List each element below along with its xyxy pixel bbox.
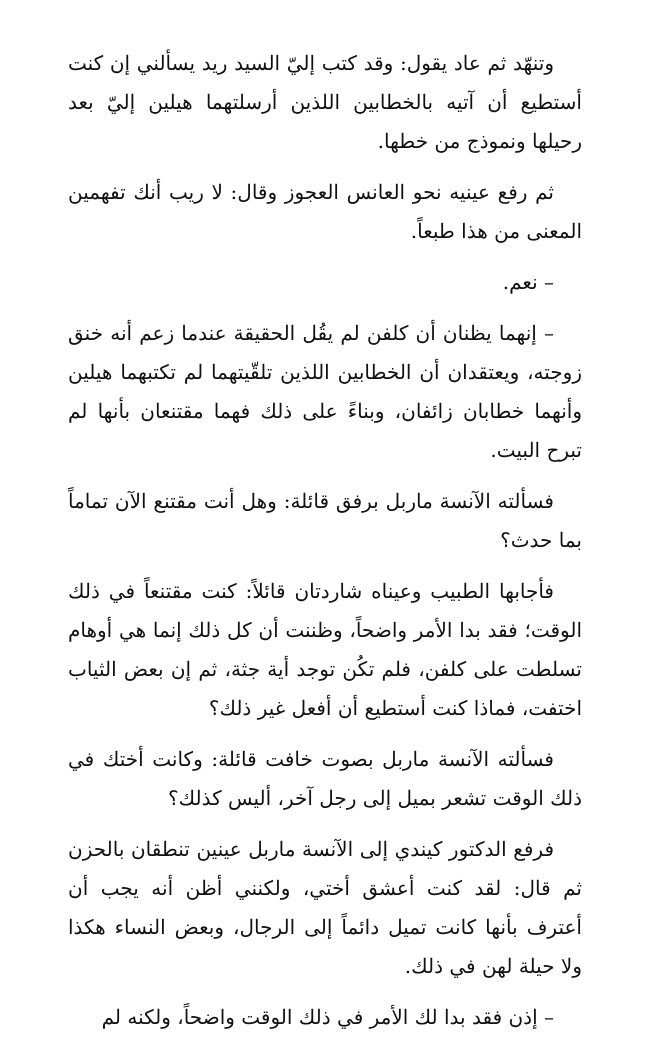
paragraph-5: فسألته الآنسة ماربل برفق قائلة: وهل أنت مقتنع الآن تماماً بما حدث؟	[68, 489, 582, 552]
paragraph-7: فسألته الآنسة ماربل بصوت خافت قائلة: وكانت أختك في ذلك الوقت تشعر بميل إلى رجل آخر، أليس كذلك؟	[68, 747, 582, 810]
paragraph-3: – نعم.	[502, 270, 554, 294]
paragraph-9: – إذن فقد بدا لك الأمر في ذلك الوقت واضحاً، ولكنه لم	[101, 1005, 554, 1029]
paragraph-8: فرفع الدكتور كيندي إلى الآنسة ماربل عينين تنطقان بالحزن ثم قال: لقد كنت أعشق أختي، ولكنني أظن أنه يجب أن أعترف بأنها كانت تميل دائماً إلى الرجال، وبعض النساء هكذا ولا حيلة لهن في ذلك.	[68, 837, 582, 978]
paragraph-1: وتنهّد ثم عاد يقول: وقد كتب إليّ السيد ريد يسألني إن كنت أستطيع أن آتيه بالخطابين اللذين أرسلتهما هيلين إليّ بعد رحيلها ونموذج من خطها.	[68, 51, 582, 153]
paragraph-2: ثم رفع عينيه نحو العانس العجوز وقال: لا ريب أنك تفهمين المعنى من هذا طبعاً.	[68, 180, 582, 243]
paragraph-4: – إنهما يظنان أن كلفن لم يقُل الحقيقة عندما زعم أنه خنق زوجته، ويعتقدان أن الخطابين اللذين تلقّيتهما لم تكتبهما هيلين وأنهما خطابان زائفان، وبناءً على ذلك فهما مقتنعان بأنها لم تبرح البيت.	[68, 321, 583, 462]
book-page	[68, 44, 582, 1049]
paragraph-6: فأجابها الطبيب وعيناه شاردتان قائلاً: كنت مقتنعاً في ذلك الوقت؛ فقد بدا الأمر واضحاً، وظننت أن كل ذلك إنما هي أوهام تسلطت على كلفن، فلم تكُن توجد أية جثة، ثم إن بعض الثياب اختفت، فماذا كنت أستطيع أن أفعل غير ذلك؟	[68, 579, 582, 720]
